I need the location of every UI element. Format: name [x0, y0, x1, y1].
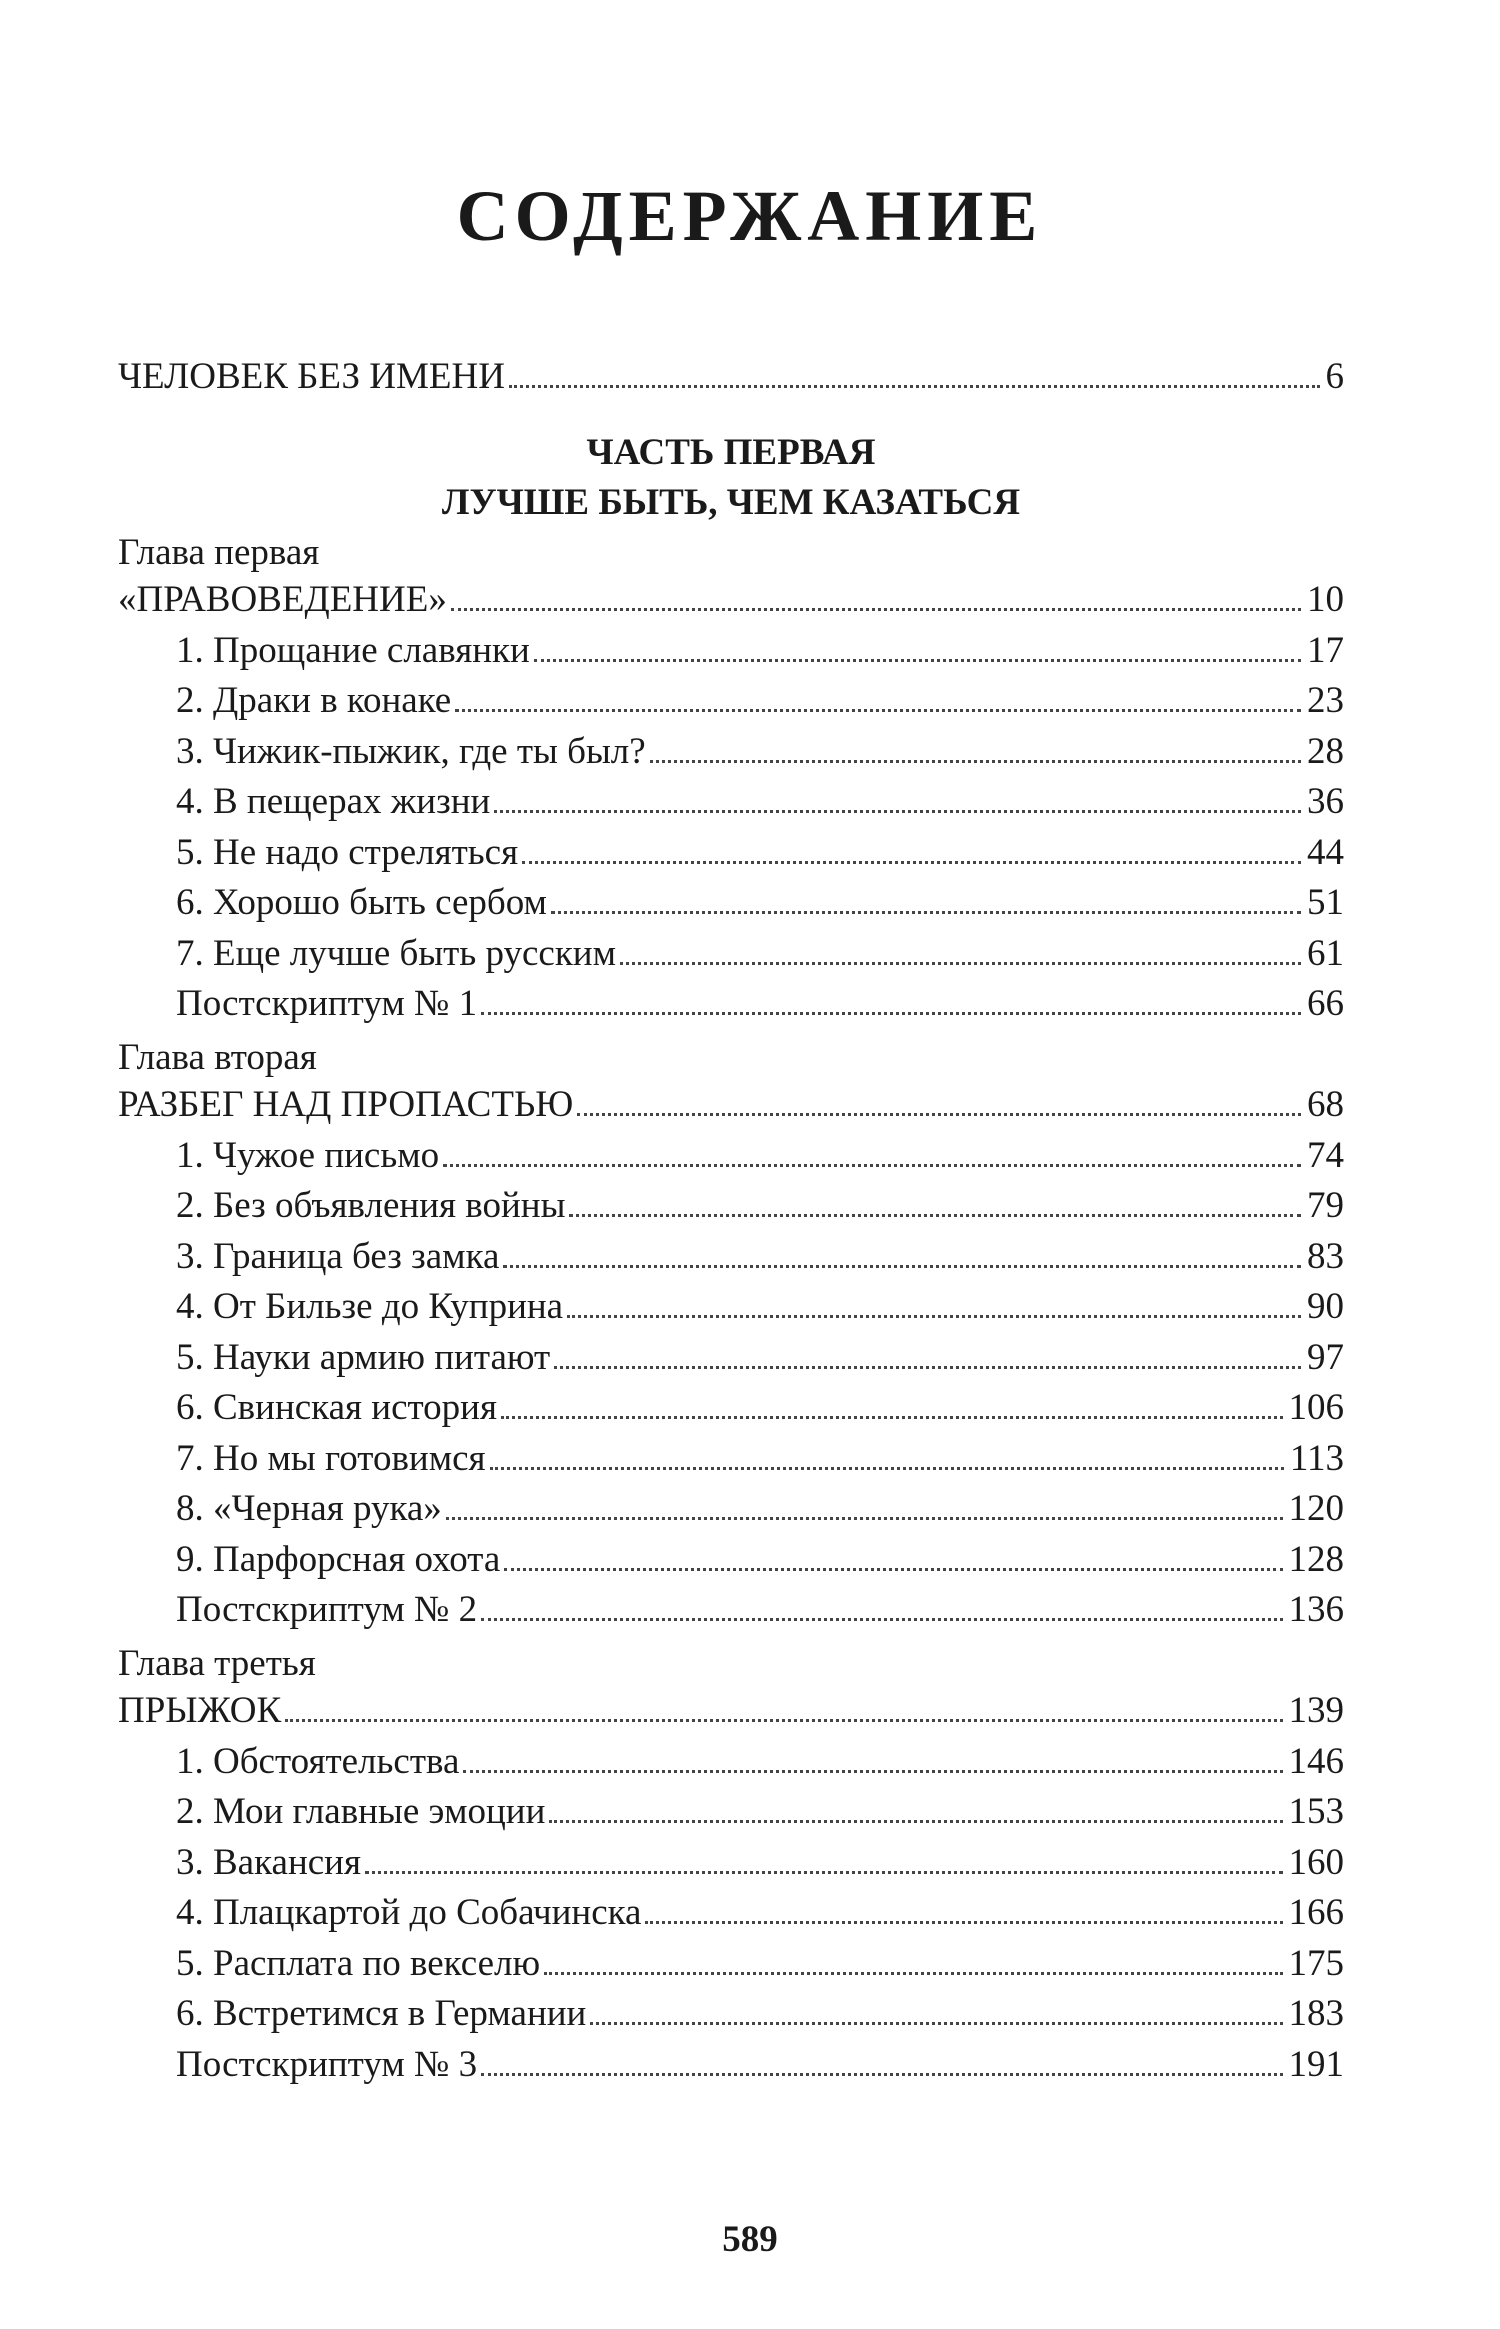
toc-entry-label: 7. Еще лучше быть русским [176, 932, 617, 974]
section-entry [118, 1790, 1344, 1841]
toc-entry-label: 1. Прощание славянки [176, 629, 530, 671]
toc-entry-page: 97 [1307, 1336, 1344, 1378]
toc-entry-page: 17 [1307, 629, 1344, 671]
toc-entry-label: 4. От Бильзе до Куприна [176, 1286, 564, 1327]
toc-entry-page: 160 [1288, 1841, 1344, 1883]
toc-entry-page: 153 [1288, 1791, 1344, 1832]
part-title-line2: ЛУЧШЕ БЫТЬ, ЧЕМ КАЗАТЬСЯ [441, 481, 1021, 523]
dot-leader [645, 1921, 1282, 1924]
dot-leader [501, 1416, 1282, 1419]
dot-leader [494, 810, 1301, 813]
dot-leader [544, 1972, 1282, 1975]
toc-entry-page: 120 [1288, 1488, 1344, 1529]
toc-entry-page: 79 [1307, 1185, 1344, 1226]
toc-entry-page: 146 [1288, 1740, 1344, 1782]
toc-entry-label: 8. «Черная рука» [176, 1488, 442, 1529]
table-of-contents [118, 355, 1344, 2093]
dot-leader [554, 1366, 1301, 1369]
dot-leader [577, 1113, 1301, 1116]
dot-leader [590, 2022, 1282, 2025]
toc-entry-label: ЧЕЛОВЕК БЕЗ ИМЕНИ [118, 356, 505, 397]
dot-leader [451, 608, 1301, 611]
toc-entry-label: 2. Драки в конаке [176, 680, 452, 721]
chapter-list [118, 528, 1344, 2094]
section-entry [118, 1891, 1344, 1942]
page-number: 589 [722, 2219, 778, 2260]
dot-leader [443, 1164, 1301, 1167]
toc-entry-label: 5. Науки армию питают [176, 1336, 551, 1378]
toc-entry-page: 139 [1288, 1690, 1344, 1731]
toc-entry-label: 6. Хорошо быть сербом [176, 882, 547, 923]
toc-entry-label: 6. Встретимся в Германии [176, 1993, 587, 2034]
chapter-title-entry [118, 1083, 1344, 1134]
toc-entry-page: 113 [1289, 1437, 1344, 1479]
section-entry [118, 1134, 1344, 1185]
section-entry [118, 629, 1344, 680]
toc-entry-label: 5. Не надо стреляться [176, 831, 519, 873]
section-entry [118, 1235, 1344, 1286]
section-entry [118, 730, 1344, 781]
dot-leader [504, 1568, 1282, 1571]
dot-leader [285, 1719, 1282, 1722]
toc-entry-page: 36 [1307, 781, 1344, 822]
toc-entry-label: ПРЫЖОК [118, 1690, 282, 1731]
section-entry [118, 679, 1344, 730]
dot-leader [481, 1012, 1301, 1015]
toc-entry-label: 1. Обстоятельства [176, 1740, 460, 1782]
toc-entry-label: 1. Чужое письмо [176, 1134, 440, 1176]
dot-leader [534, 659, 1301, 662]
chapter-heading: Глава вторая [118, 1036, 317, 1078]
section-entry [118, 932, 1344, 983]
toc-entry-page: 83 [1307, 1235, 1344, 1277]
toc-entry-label: «ПРАВОВЕДЕНИЕ» [118, 579, 447, 620]
dot-leader [569, 1214, 1301, 1217]
toc-entry-label: 4. В пещерах жизни [176, 781, 491, 822]
chapter-title-entry [118, 578, 1344, 629]
section-entry [118, 780, 1344, 831]
toc-entry-page: 128 [1288, 1538, 1344, 1580]
section-entry [118, 1437, 1344, 1488]
dot-leader [650, 760, 1301, 763]
dot-leader [551, 911, 1301, 914]
toc-entry-label: 5. Расплата по векселю [176, 1942, 541, 1984]
toc-entry-label: 9. Парфорсная охота [176, 1538, 501, 1580]
section-entry [118, 1942, 1344, 1993]
page-title: СОДЕРЖАНИЕ [456, 176, 1044, 256]
toc-entry-label: 3. Вакансия [176, 1841, 361, 1883]
dot-leader [481, 2073, 1282, 2076]
chapter-heading: Глава третья [118, 1642, 316, 1684]
chapter-heading: Глава первая [118, 531, 320, 573]
section-entry [118, 1740, 1344, 1791]
dot-leader [567, 1315, 1301, 1318]
section-entry [118, 1992, 1344, 2043]
toc-entry-page: 166 [1288, 1892, 1344, 1933]
section-entry [118, 1336, 1344, 1387]
dot-leader [620, 962, 1301, 965]
section-entry [118, 1588, 1344, 1639]
toc-entry-label: Постскриптум № 2 [176, 1589, 478, 1630]
section-entry [118, 1386, 1344, 1437]
section-entry [118, 1285, 1344, 1336]
toc-entry-label: 6. Свинская история [176, 1387, 498, 1428]
toc-entry-page: 51 [1307, 882, 1344, 923]
section-entry [118, 1538, 1344, 1589]
dot-leader [509, 385, 1320, 388]
toc-entry-page: 136 [1288, 1589, 1344, 1630]
section-entry [118, 2043, 1344, 2094]
toc-entry-page: 106 [1288, 1387, 1344, 1428]
toc-entry-page: 66 [1307, 983, 1344, 1024]
toc-entry-page: 191 [1288, 2043, 1344, 2085]
dot-leader [455, 709, 1301, 712]
dot-leader [481, 1618, 1282, 1621]
dot-leader [446, 1517, 1283, 1520]
toc-entry-page: 28 [1307, 730, 1344, 772]
toc-entry-page: 183 [1288, 1993, 1344, 2034]
toc-entry-page: 175 [1288, 1942, 1344, 1984]
part-title-line1: ЧАСТЬ ПЕРВАЯ [586, 431, 876, 473]
dot-leader [463, 1770, 1282, 1773]
toc-entry-page: 68 [1307, 1084, 1344, 1125]
toc-entry-label: 4. Плацкартой до Собачинска [176, 1892, 642, 1933]
toc-entry-label: Постскриптум № 3 [176, 2043, 478, 2085]
toc-entry-page: 44 [1307, 831, 1344, 873]
toc-entry-label: Постскриптум № 1 [176, 983, 478, 1024]
dot-leader [490, 1467, 1284, 1470]
toc-entry-page: 90 [1307, 1286, 1344, 1327]
dot-leader [503, 1265, 1301, 1268]
dot-leader [365, 1871, 1283, 1874]
section-entry [118, 1487, 1344, 1538]
section-entry [118, 1841, 1344, 1892]
chapter-title-entry [118, 1689, 1344, 1740]
toc-entry-intro [118, 355, 1344, 406]
toc-entry-page: 61 [1307, 932, 1344, 974]
toc-entry-label: 3. Чижик-пыжик, где ты был? [176, 730, 646, 772]
toc-entry-page: 23 [1307, 680, 1344, 721]
toc-entry-page: 6 [1325, 356, 1344, 397]
toc-entry-label: 2. Без объявления войны [176, 1185, 566, 1226]
toc-entry-label: 2. Мои главные эмоции [176, 1791, 546, 1832]
dot-leader [522, 861, 1301, 864]
toc-entry-label: 3. Граница без замка [176, 1235, 500, 1277]
section-entry [118, 1184, 1344, 1235]
dot-leader [549, 1820, 1282, 1823]
section-entry [118, 982, 1344, 1033]
toc-entry-label: РАЗБЕГ НАД ПРОПАСТЬЮ [118, 1084, 574, 1125]
section-entry [118, 881, 1344, 932]
section-entry [118, 831, 1344, 882]
toc-entry-label: 7. Но мы готовимся [176, 1437, 486, 1479]
toc-entry-page: 74 [1307, 1134, 1344, 1176]
toc-entry-page: 10 [1307, 579, 1344, 620]
